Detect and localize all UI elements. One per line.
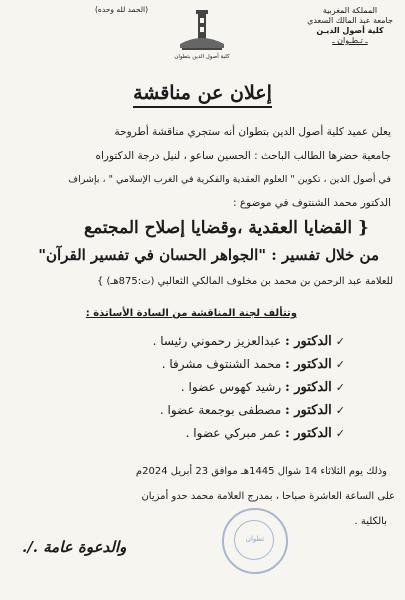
member-title: الدكتور : (284, 380, 332, 395)
stamp-text: تطوان (245, 535, 265, 543)
schedule-line-3: بالكلية . (354, 516, 387, 527)
checkmark-icon: ✓ (335, 335, 345, 348)
checkmark-icon: ✓ (335, 404, 345, 417)
topic-line-3: للعلامة عبد الرحمن بن محمد بن مخلوف المالكي الثعالبي (ت:875هـ) } (96, 276, 393, 287)
schedule-line-1: وذلك يوم الثلاثاء 14 شوال 1445هـ موافق 23 أبريل 2024م (135, 466, 387, 477)
logo-caption: كلية أصول الدين بتطوان (174, 54, 230, 60)
intro-line-3: في أصول الدين ، تكوين " العلوم العقدية والفكرية في الغرب الإسلامي " ، بإشراف (68, 174, 391, 185)
topic-line-2: من خلال تفسير : "الجواهر الحسان في تفسير القرآن" (38, 246, 379, 264)
committee-member-3 (181, 380, 345, 395)
member-name: عبدالعزيز رحموني رئيسا . (152, 334, 282, 348)
member-name: رشيد كهوس عضوا . (180, 380, 282, 394)
member-name: مصطفى بوجمعة عضوا . (159, 403, 282, 417)
checkmark-icon: ✓ (335, 358, 345, 371)
faculty-logo (172, 8, 232, 60)
page-title: إعلان عن مناقشة (133, 82, 272, 108)
title-wrap (0, 82, 405, 104)
institution-header (305, 6, 395, 46)
header-line-faculty: كلية أصول الديـن (316, 26, 384, 35)
minaret-logo-icon (172, 8, 232, 60)
intro-line-1: يعلن عميد كلية أصول الدين بتطوان أنه ستجري مناقشة أطروحة (114, 126, 391, 138)
committee-member-1 (153, 334, 345, 349)
member-title: الدكتور : (284, 334, 332, 349)
closing-text: والدعوة عامة ./. (22, 538, 127, 556)
basmala-text: (الحمد لله وحده) (95, 5, 149, 14)
schedule-line-2: على الساعة العاشرة صباحا ، بمدرج العلامة محمد حدو أمزيان (141, 491, 395, 502)
member-name: محمد الشنتوف مشرفا . (161, 357, 282, 371)
committee-heading: وتتألف لجنة المناقشة من السادة الأساتذة : (85, 308, 297, 319)
intro-line-4: الدكتور محمد الشنتوف في موضوع : (232, 197, 391, 209)
member-name: عمر مبركي عضوا . (185, 426, 282, 440)
checkmark-icon: ✓ (335, 381, 345, 394)
header-line-city: ـ تـطـوان ـ (332, 36, 368, 45)
topic-line-1: { القضايا العقدية ،وقضايا إصلاح المجتمع (84, 218, 369, 238)
header-line-university: جامعة عبد المالك السعدي (307, 16, 393, 25)
member-title: الدكتور : (284, 357, 332, 372)
official-stamp (222, 508, 288, 574)
member-title: الدكتور : (284, 403, 332, 418)
member-title: الدكتور : (284, 426, 332, 441)
header-line-kingdom: المملكة المغربية (322, 6, 378, 15)
committee-member-5 (186, 426, 345, 441)
committee-member-4 (160, 403, 345, 418)
intro-line-2: جامعية حضرها الطالب الباحث : الحسين ساعو ، لنيل درجة الدكتوراه (95, 150, 391, 162)
committee-member-2 (162, 357, 345, 372)
checkmark-icon: ✓ (335, 427, 345, 440)
